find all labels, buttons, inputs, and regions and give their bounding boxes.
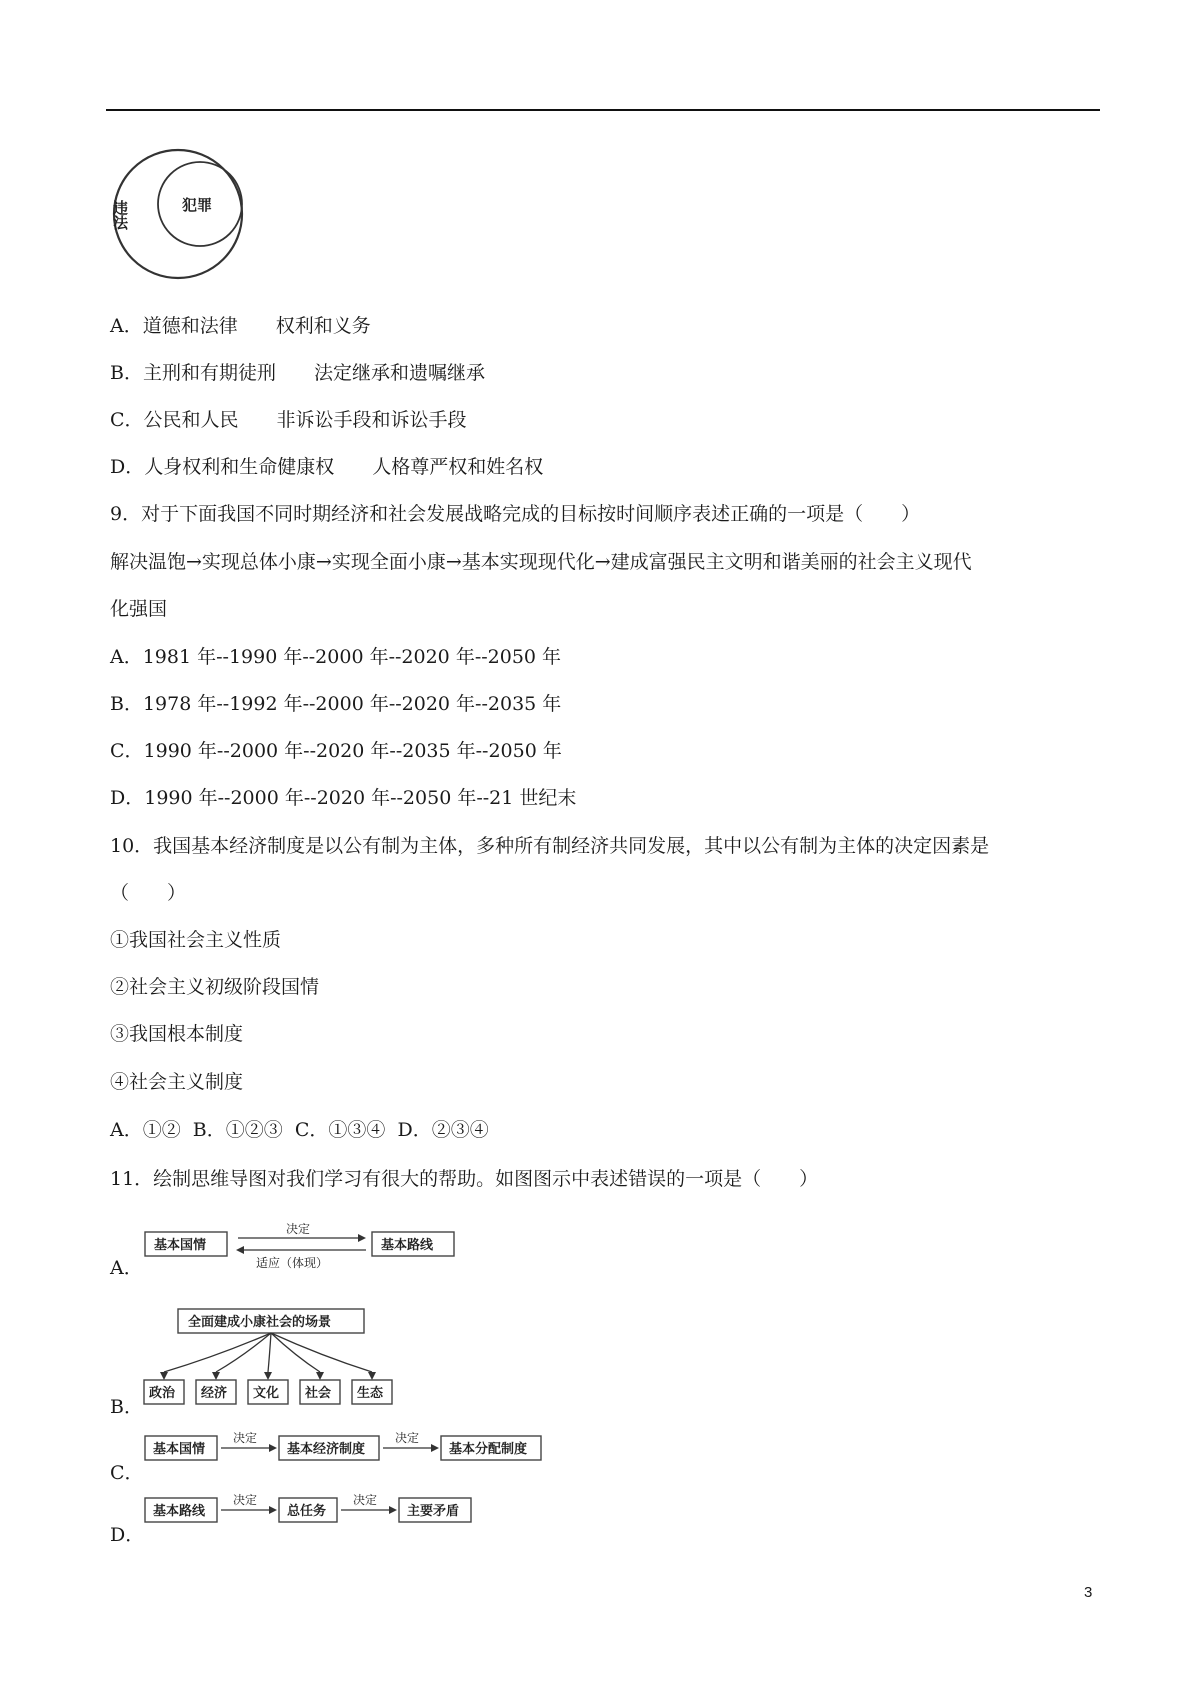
q11-diagram-a: [144, 1222, 434, 1270]
box-basic-line-text: 基本路线: [381, 1238, 434, 1253]
q10-statement-3: ③我国根本制度: [110, 1023, 244, 1045]
box-scene-text: 全面建成小康社会的场景: [188, 1315, 332, 1330]
branch-arrow: [271, 1333, 320, 1372]
venn-diagram: [112, 148, 252, 280]
arrow-label-decide: 决定: [286, 1222, 311, 1236]
venn-outer-label: 违法: [111, 200, 129, 230]
arrow-label-adapt: 适应（体现）: [256, 1256, 329, 1270]
q11-label-c: C．: [110, 1462, 144, 1484]
q8-option-b: B．主刑和有期徒刑 法定继承和遗嘱继承: [110, 362, 485, 384]
branch-arrow: [271, 1333, 372, 1372]
q11-diagram-c: [144, 1428, 584, 1464]
q10-options: A．①② B．①②③ C．①③④ D．②③④: [110, 1119, 489, 1141]
chain-d-arrow-label: 决定: [353, 1493, 378, 1507]
q9-option-c: C．1990 年--2000 年--2020 年--2035 年--2050 年: [110, 740, 562, 762]
q9-stem: 9．对于下面我国不同时期经济和社会发展战略完成的目标按时间顺序表述正确的一项是（ ）: [110, 503, 921, 525]
q9-sequence-line2: 化强国: [110, 598, 168, 620]
q8-option-c: C．公民和人民 非诉讼手段和诉讼手段: [110, 409, 467, 431]
q10-statement-4: ④社会主义制度: [110, 1071, 244, 1093]
chain-c-box-text: 基本分配制度: [449, 1442, 528, 1457]
chain-c-box-text: 基本经济制度: [287, 1442, 366, 1457]
scene-item-label: 经济: [201, 1386, 228, 1401]
branch-arrow: [216, 1333, 271, 1372]
box-basic-conditions-text: 基本国情: [154, 1238, 207, 1253]
chain-d-box-text: 总任务: [287, 1504, 327, 1519]
chain-c-arrow-label: 决定: [233, 1431, 258, 1445]
q9-option-a: A．1981 年--1990 年--2000 年--2020 年--2050 年: [110, 646, 562, 668]
page-number: 3: [1084, 1584, 1093, 1601]
branch-arrow: [164, 1333, 271, 1372]
q11-stem: 11．绘制思维导图对我们学习有很大的帮助。如图图示中表述错误的一项是（ ）: [110, 1168, 819, 1190]
q11-label-d: D．: [110, 1524, 145, 1546]
branch-arrow: [268, 1333, 271, 1372]
chain-d-box-text: 主要矛盾: [407, 1504, 460, 1519]
q11-label-a: A．: [110, 1257, 143, 1279]
scene-item-label: 社会: [305, 1386, 332, 1401]
q9-option-d: D．1990 年--2000 年--2020 年--2050 年--21 世纪末: [110, 787, 577, 809]
chain-d-box-text: 基本路线: [153, 1504, 206, 1519]
q9-sequence-line1: 解决温饱→实现总体小康→实现全面小康→基本实现现代化→建成富强民主文明和谐美丽的社会主义现代: [110, 551, 972, 573]
q9-option-b: B．1978 年--1992 年--2000 年--2020 年--2035 年: [110, 693, 562, 715]
scene-item-label: 文化: [253, 1386, 280, 1401]
q11-diagram-b: [144, 1308, 394, 1408]
q10-statement-2: ②社会主义初级阶段国情: [110, 976, 320, 998]
q10-statement-1: ①我国社会主义性质: [110, 929, 282, 951]
chain-c-arrow-label: 决定: [395, 1431, 420, 1445]
venn-inner-label: 犯罪: [182, 196, 213, 214]
q8-option-d: D．人身权利和生命健康权 人格尊严权和姓名权: [110, 456, 544, 478]
scene-item-label: 生态: [357, 1386, 384, 1401]
header-rule: [106, 109, 1100, 111]
q8-option-a: A．道德和法律 权利和义务: [110, 315, 371, 337]
q11-label-b: B．: [110, 1396, 143, 1418]
chain-c-box-text: 基本国情: [153, 1442, 206, 1457]
q10-stem-line1: 10．我国基本经济制度是以公有制为主体，多种所有制经济共同发展，其中以公有制为主体的决定因素是: [110, 835, 990, 857]
q10-stem-line2: （ ）: [110, 882, 187, 904]
q11-diagram-d: [144, 1490, 504, 1526]
scene-item-label: 政治: [149, 1386, 176, 1401]
chain-d-arrow-label: 决定: [233, 1493, 258, 1507]
